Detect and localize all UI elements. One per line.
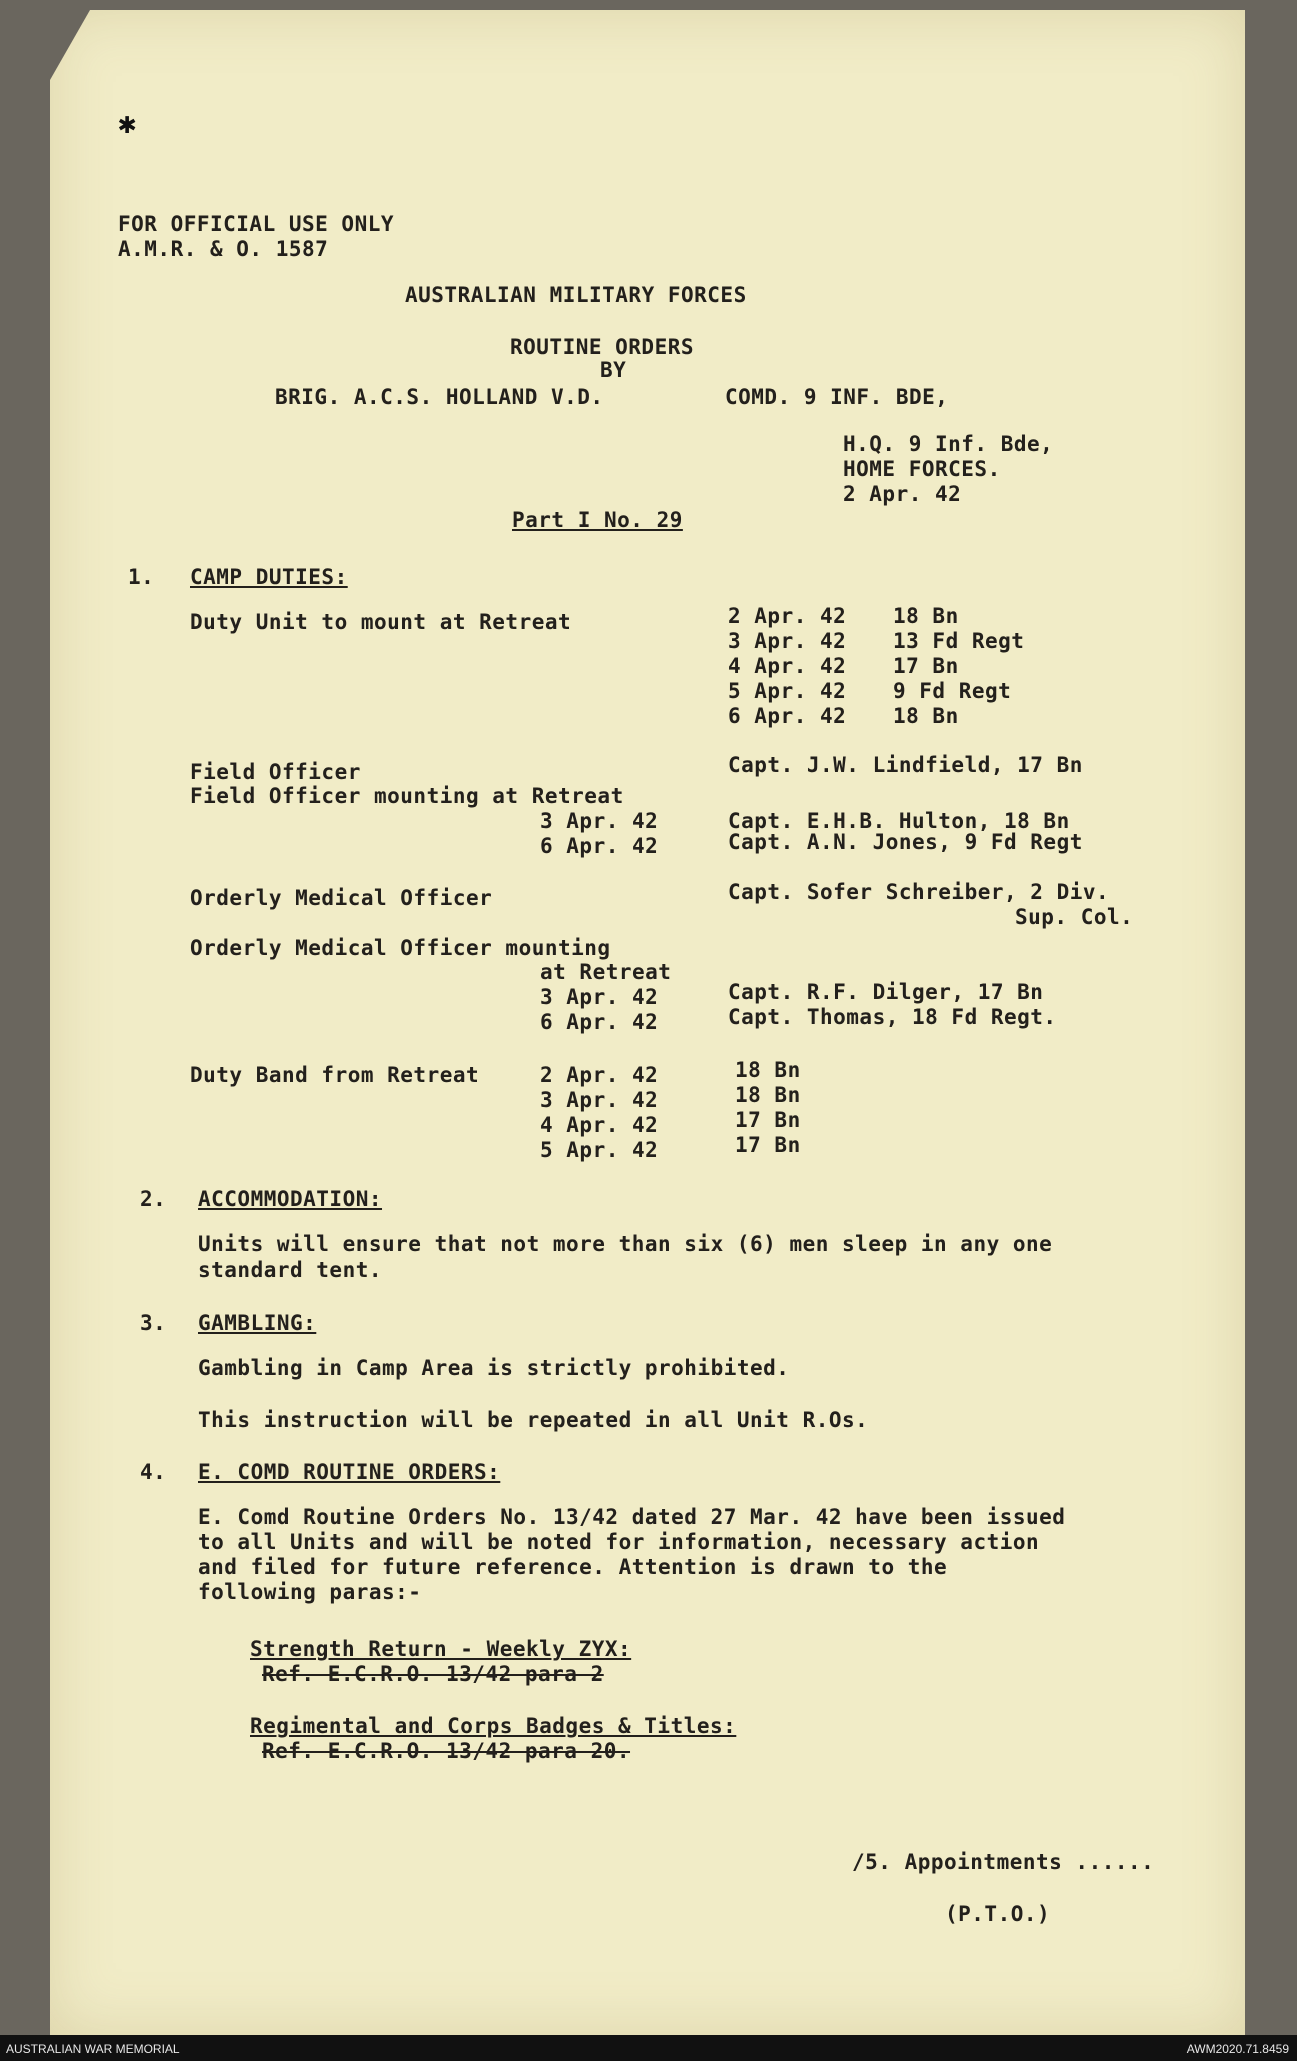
- band-date: 5 Apr. 42: [540, 1138, 659, 1162]
- duty-unit: 18 Bn: [893, 604, 959, 628]
- hq-line2: HOME FORCES.: [843, 457, 1001, 481]
- band-date: 3 Apr. 42: [540, 1088, 659, 1112]
- section-number: 3.: [140, 1311, 167, 1335]
- duty-unit: 18 Bn: [893, 704, 959, 728]
- section-heading: ACCOMMODATION:: [198, 1187, 383, 1211]
- section-heading: CAMP DUTIES:: [190, 565, 348, 589]
- omo-mount-label-cont: at Retreat: [540, 960, 672, 984]
- section-number: 2.: [140, 1187, 167, 1211]
- band-unit: 17 Bn: [735, 1108, 801, 1132]
- command-name: COMD. 9 INF. BDE,: [725, 385, 949, 409]
- hq-date: 2 Apr. 42: [843, 482, 962, 506]
- amr-reference: A.M.R. & O. 1587: [118, 237, 329, 261]
- field-officer-label: Field Officer: [190, 760, 361, 784]
- band-unit: 17 Bn: [735, 1133, 801, 1157]
- org-title: AUSTRALIAN MILITARY FORCES: [405, 283, 747, 307]
- body-text: following paras:-: [198, 1580, 422, 1604]
- duty-unit: 13 Fd Regt: [893, 629, 1025, 653]
- duty-unit: 17 Bn: [893, 654, 959, 678]
- para-title: Regimental and Corps Badges & Titles:: [250, 1714, 737, 1738]
- band-unit: 18 Bn: [735, 1058, 801, 1082]
- para-ref: Ref. E.C.R.O. 13/42 para 2: [262, 1662, 604, 1686]
- ink-mark-icon: ✱: [118, 106, 137, 141]
- fo-mount-name: Capt. E.H.B. Hulton, 18 Bn: [728, 809, 1070, 833]
- body-text: Units will ensure that not more than six (6) men sleep in any one: [198, 1232, 1053, 1256]
- duty-date: 4 Apr. 42: [728, 654, 847, 678]
- duty-unit: 9 Fd Regt: [893, 679, 1012, 703]
- duty-date: 2 Apr. 42: [728, 604, 847, 628]
- band-label: Duty Band from Retreat: [190, 1063, 480, 1087]
- pto-line: (P.T.O.): [945, 1902, 1051, 1926]
- hq-line1: H.Q. 9 Inf. Bde,: [843, 432, 1054, 456]
- para-title: Strength Return - Weekly ZYX:: [250, 1637, 632, 1661]
- archive-name: AUSTRALIAN WAR MEMORIAL: [6, 2042, 180, 2056]
- part-number: Part I No. 29: [512, 508, 683, 532]
- duty-date: 5 Apr. 42: [728, 679, 847, 703]
- body-text: and filed for future reference. Attention is drawn to the: [198, 1555, 948, 1579]
- official-use-line: FOR OFFICIAL USE ONLY: [118, 212, 395, 236]
- field-officer-value: Capt. J.W. Lindfield, 17 Bn: [728, 753, 1083, 777]
- omo-value-cont: Sup. Col.: [1015, 905, 1134, 929]
- folded-corner: [50, 10, 90, 80]
- omo-label: Orderly Medical Officer: [190, 886, 493, 910]
- section-number: 4.: [140, 1460, 167, 1484]
- section-heading: E. COMD ROUTINE ORDERS:: [198, 1460, 501, 1484]
- omo-mount-name: Capt. R.F. Dilger, 17 Bn: [728, 980, 1044, 1004]
- band-unit: 18 Bn: [735, 1083, 801, 1107]
- by-line: BY: [600, 358, 627, 382]
- section-number: 1.: [128, 565, 155, 589]
- commander-name: BRIG. A.C.S. HOLLAND V.D.: [275, 385, 604, 409]
- section-heading: GAMBLING:: [198, 1311, 317, 1335]
- body-text: Gambling in Camp Area is strictly prohibited.: [198, 1356, 790, 1380]
- omo-value: Capt. Sofer Schreiber, 2 Div.: [728, 880, 1110, 904]
- duty-date: 6 Apr. 42: [728, 704, 847, 728]
- omo-mount-date: 6 Apr. 42: [540, 1010, 659, 1034]
- omo-mount-label: Orderly Medical Officer mounting: [190, 936, 611, 960]
- omo-mount-date: 3 Apr. 42: [540, 985, 659, 1009]
- body-text: This instruction will be repeated in all Unit R.Os.: [198, 1408, 869, 1432]
- fo-mount-date: 3 Apr. 42: [540, 809, 659, 833]
- band-date: 2 Apr. 42: [540, 1063, 659, 1087]
- duty-date: 3 Apr. 42: [728, 629, 847, 653]
- omo-mount-name: Capt. Thomas, 18 Fd Regt.: [728, 1005, 1057, 1029]
- para-ref: Ref. E.C.R.O. 13/42 para 20.: [262, 1739, 631, 1763]
- duty-unit-label: Duty Unit to mount at Retreat: [190, 610, 572, 634]
- routine-orders-title: ROUTINE ORDERS: [510, 335, 695, 359]
- continued-line: /5. Appointments ......: [852, 1850, 1155, 1874]
- body-text: E. Comd Routine Orders No. 13/42 dated 27 Mar. 42 have been issued: [198, 1505, 1066, 1529]
- fo-mount-label: Field Officer mounting at Retreat: [190, 784, 624, 808]
- body-text: standard tent.: [198, 1258, 383, 1282]
- band-date: 4 Apr. 42: [540, 1113, 659, 1137]
- fo-mount-date: 6 Apr. 42: [540, 834, 659, 858]
- archive-footer: [0, 2035, 1297, 2061]
- body-text: to all Units and will be noted for information, necessary action: [198, 1530, 1040, 1554]
- archive-id: AWM2020.71.8459: [1186, 2042, 1289, 2056]
- fo-mount-name: Capt. A.N. Jones, 9 Fd Regt: [728, 830, 1083, 854]
